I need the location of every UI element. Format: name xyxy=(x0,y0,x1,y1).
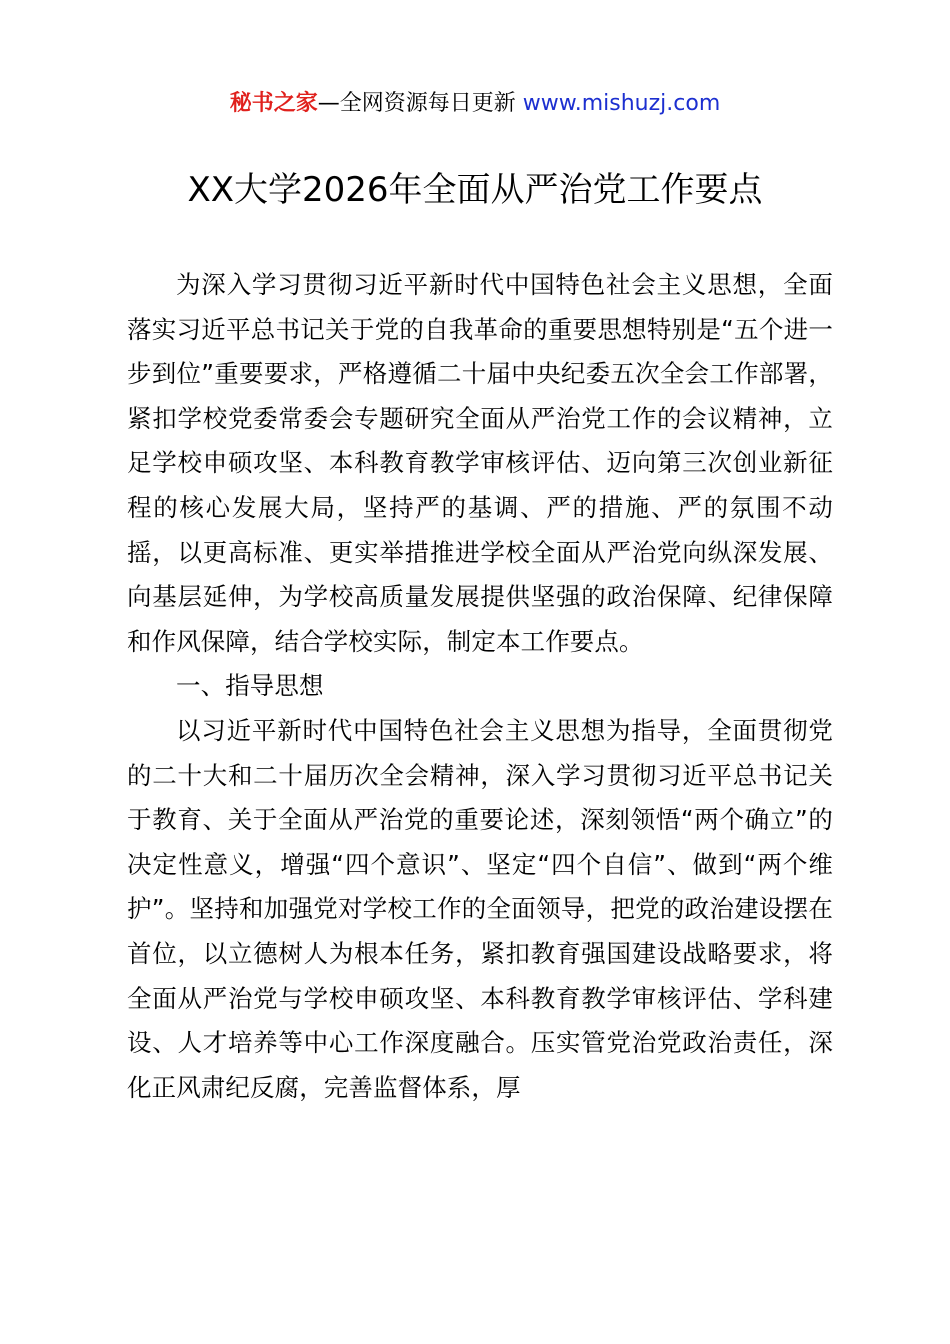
document-body xyxy=(127,263,833,1110)
intro-paragraph: 为深入学习贯彻习近平新时代中国特色社会主义思想，全面落实习近平总书记关于党的自我革命的重要思想特别是“五个进一步到位”重要要求，严格遵循二十届中央纪委五次全会工作部署，紧扣学校党委常委会专题研究全面从严治党工作的会议精神，立足学校申硕攻坚、本科教育教学审核评估、迈向第三次创业新征程的核心发展大局，坚持严的基调、严的措施、严的氛围不动摇，以更高标准、更实举措推进学校全面从严治党向纵深发展、向基层延伸，为学校高质量发展提供坚强的政治保障、纪律保障和作风保障，结合学校实际，制定本工作要点。 xyxy=(127,270,833,656)
site-brand: 秘书之家 xyxy=(229,91,318,116)
site-url-link[interactable]: www.mishuzj.com xyxy=(522,91,721,116)
document-title: XX大学2026年全面从严治党工作要点 xyxy=(187,170,763,210)
guiding-ideology-paragraph: 以习近平新时代中国特色社会主义思想为指导，全面贯彻党的二十大和二十届历次全会精神，深入学习贯彻习近平总书记关于教育、关于全面从严治党的重要论述，深刻领悟“两个确立”的决定性意义，增强“四个意识”、坚定“四个自信”、做到“两个维护”。坚持和加强党对学校工作的全面领导，把党的政治建设摆在首位，以立德树人为根本任务，紧扣教育强国建设战略要求，将全面从严治党与学校申硕攻坚、本科教育教学审核评估、学科建设、人才培养等中心工作深度融合。压实管党治党政治责任，深化正风肃纪反腐，完善监督体系，厚 xyxy=(127,715,833,1102)
section-heading-guiding-ideology: 一、指导思想 xyxy=(176,671,324,701)
site-slogan: —全网资源每日更新 xyxy=(317,91,516,116)
site-header xyxy=(0,88,950,120)
